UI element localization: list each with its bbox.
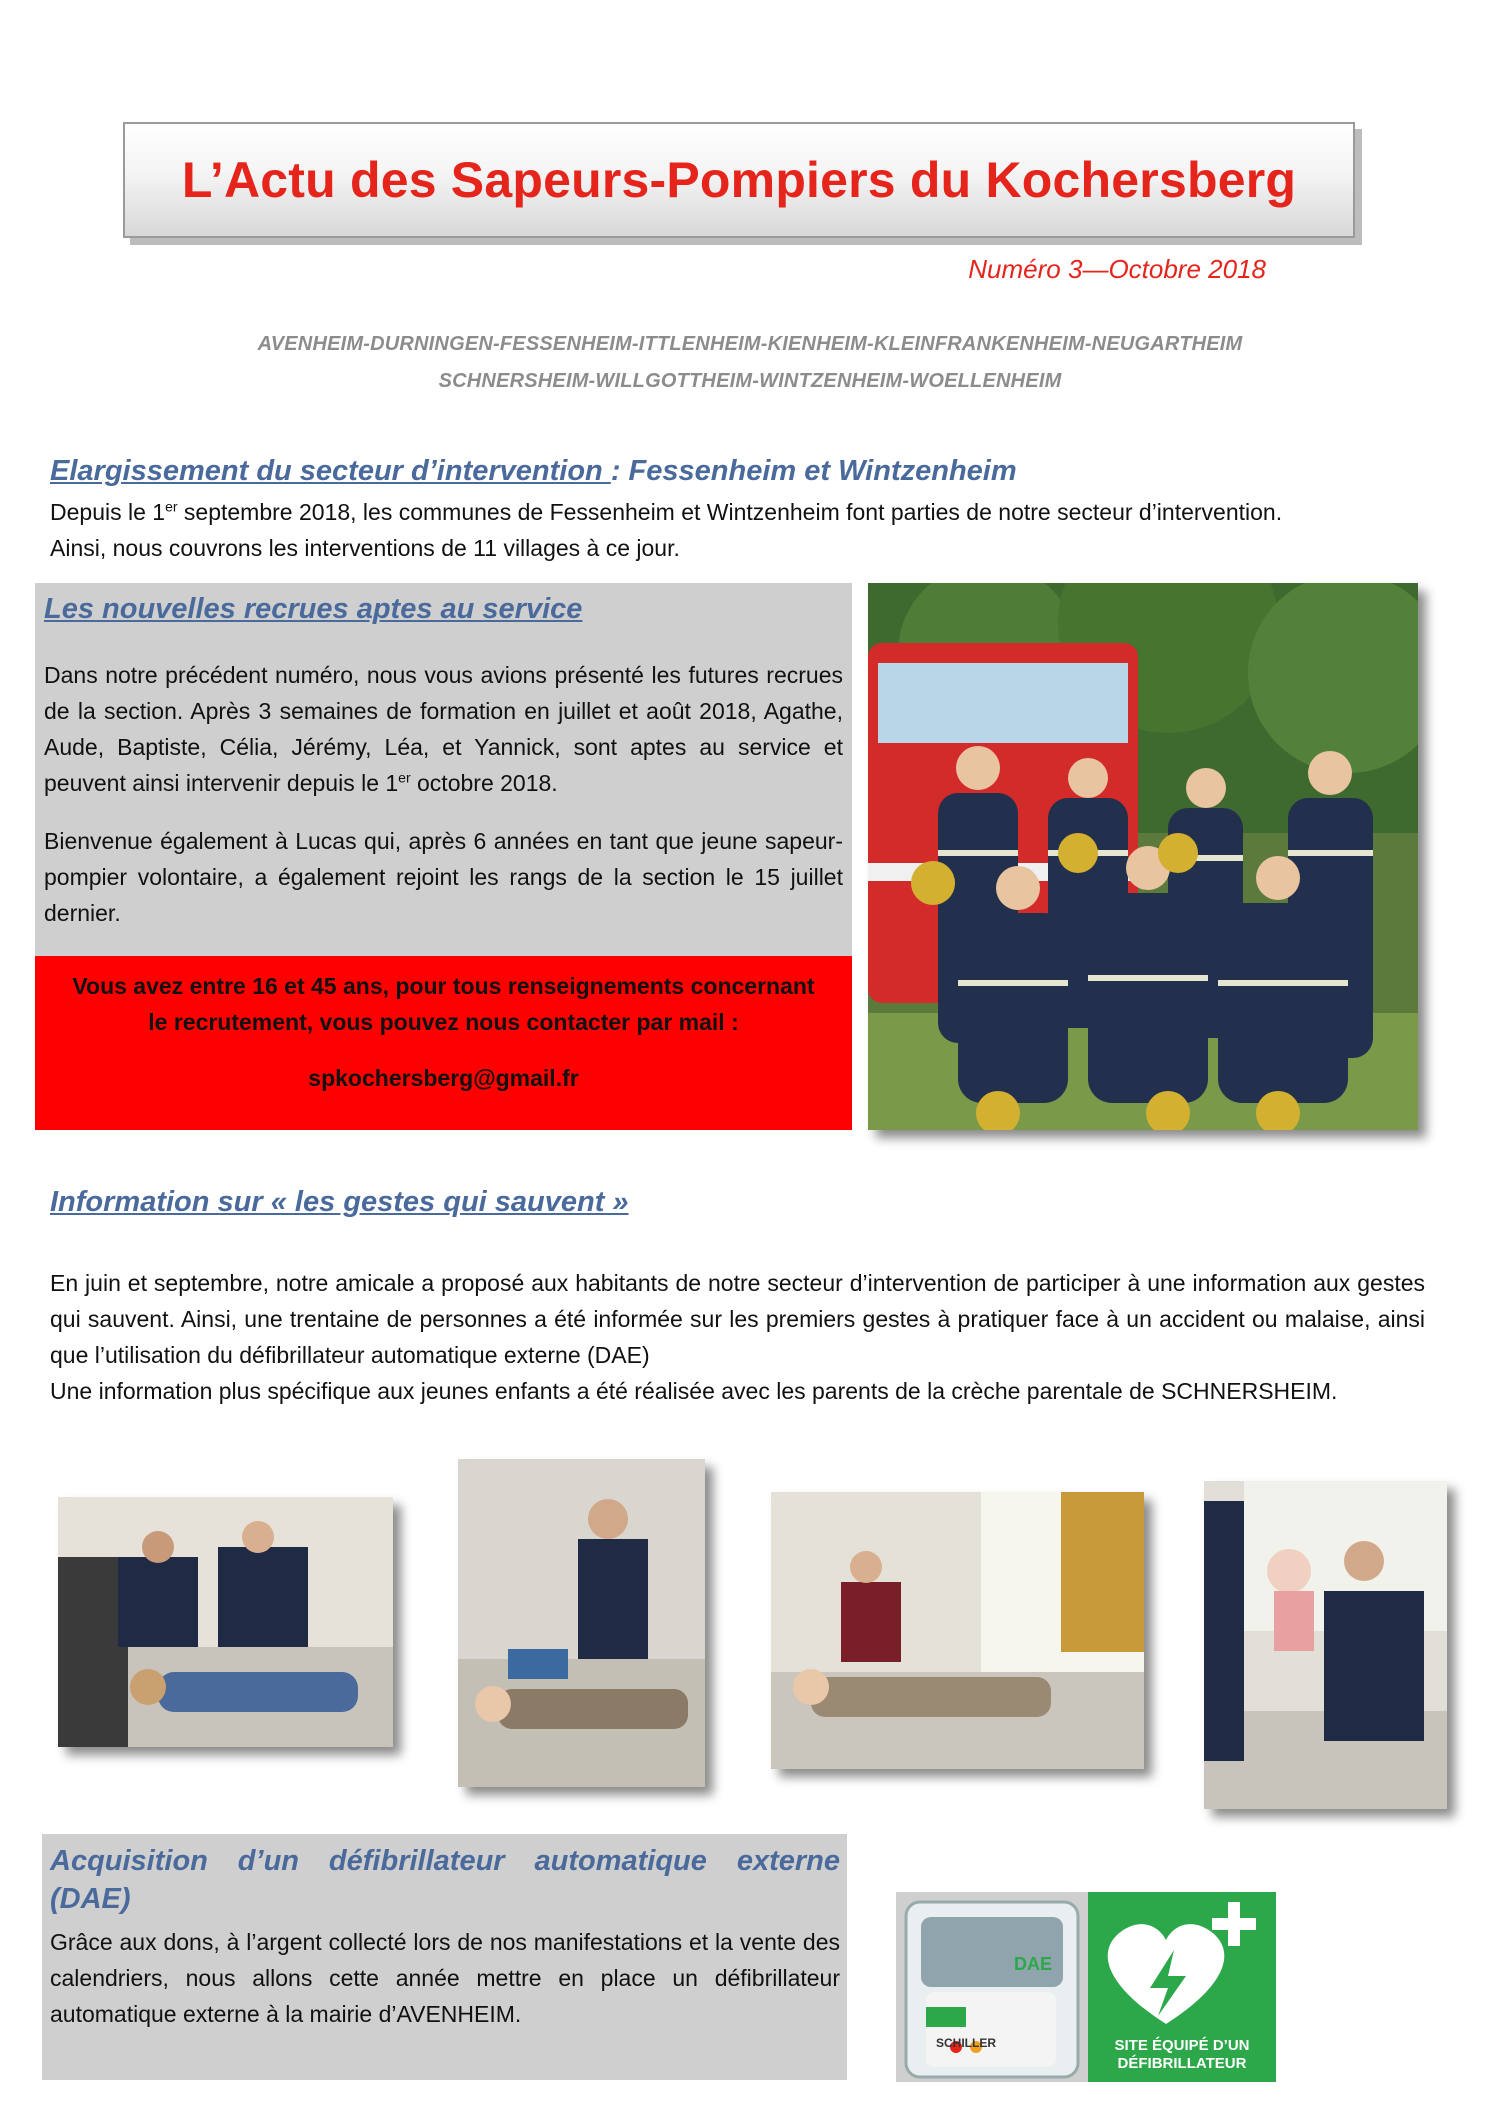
issue-number: Numéro 3—Octobre 2018 — [968, 254, 1266, 284]
sign-caption — [1088, 2037, 1276, 2073]
defibrillator-sign — [1088, 1892, 1276, 2082]
defibrillator-title: Acquisition d’un défibrillateur automatique externe (DAE) — [50, 1845, 840, 1915]
page-title: L’Actu des Sapeurs-Pompiers du Kochersberg — [181, 152, 1297, 208]
section-extension-line-2: Ainsi, nous couvrons les interventions de 11 villages à ce jour. — [50, 535, 680, 561]
life-saving-title-text: Information sur « les gestes qui sauvent » — [50, 1186, 629, 1218]
schiller-label: SCHILLER — [936, 2036, 996, 2050]
team-photo-illustration — [868, 583, 1418, 1130]
text-part: Depuis le 1 — [50, 499, 166, 525]
sign-caption-line-1: SITE ÉQUIPÉ D’UN — [1114, 2037, 1250, 2054]
defibrillator-cabinet-illustration — [896, 1892, 1088, 2082]
text-part: septembre 2018, les communes de Fessenheim et Wintzenheim font parties de notre secteur d’intervention. — [177, 499, 1283, 525]
section-extension-title-rest: : Fessenheim et Wintzenheim — [610, 455, 1017, 487]
sign-caption-line-2: DÉFIBRILLATEUR — [1117, 2055, 1247, 2072]
team-photo — [868, 583, 1418, 1130]
section-extension-title — [50, 455, 1017, 488]
recruitment-callout — [35, 956, 852, 1130]
training-photo-3 — [771, 1492, 1144, 1769]
callout-line-2: le recrutement, vous pouvez nous contacter par mail : — [148, 1009, 739, 1035]
recruits-title-text: Les nouvelles recrues aptes au service — [44, 593, 583, 625]
defibrillator-cabinet-photo — [896, 1892, 1088, 2082]
training-photo-3-illustration — [771, 1492, 1144, 1769]
life-saving-paragraph-2: Une information plus spécifique aux jeunes enfants a été réalisée avec les parents de la crèche parentale de SCHNERSHEIM. — [50, 1378, 1338, 1404]
text-part: Dans notre précédent numéro, nous vous avions présenté les futures recrues de la section. Après 3 semaines de formation en juillet et août 2018, Agathe, Aude, Baptiste, Célia, Jérémy, Léa, et Yannick, sont aptes au service et peuvent ainsi intervenir depuis le 1 — [44, 662, 843, 796]
section-extension-title-underlined: Elargissement du secteur d’intervention — [50, 455, 611, 487]
superscript: er — [398, 769, 411, 786]
superscript: er — [165, 498, 178, 515]
recruits-paragraph-1 — [44, 657, 843, 801]
life-saving-paragraph-1: En juin et septembre, notre amicale a proposé aux habitants de notre secteur d’intervention de participer à une information aux gestes qui sauvent. Ainsi, une trentaine de personnes a été informée sur les premiers gestes à pratiquer face à un accident ou malaise, ainsi que l’utilisation du défibrillateur automatique externe (DAE) — [50, 1270, 1425, 1368]
section-extension-text — [50, 494, 1450, 566]
training-photo-1-illustration — [58, 1497, 393, 1747]
villages-line-1: AVENHEIM-DURNINGEN-FESSENHEIM-ITTLENHEIM-KIENHEIM-KLEINFRANKENHEIM-NEUGARTHEIM — [257, 333, 1243, 355]
villages-line-2: SCHNERSHEIM-WILLGOTTHEIM-WINTZENHEIM-WOELLENHEIM — [438, 370, 1062, 392]
training-photo-1 — [58, 1497, 393, 1747]
recruits-paragraph-2: Bienvenue également à Lucas qui, après 6 années en tant que jeune sapeur-pompier volontaire, a également rejoint les rangs de la section le 15 juillet dernier. — [44, 828, 843, 926]
callout-line-1: Vous avez entre 16 et 45 ans, pour tous renseignements concernant — [72, 973, 815, 999]
defibrillator-panel — [42, 1834, 847, 2080]
defibrillator-text: Grâce aux dons, à l’argent collecté lors de nos manifestations et la vente des calendriers, nous allons cette année mettre en place un défibrillateur automatique externe à la mairie d’AVENHEIM. — [50, 1929, 840, 2027]
training-photo-2 — [458, 1459, 705, 1787]
life-saving-title — [50, 1186, 629, 1219]
section-extension-line-1 — [50, 494, 1450, 530]
training-photo-4 — [1204, 1481, 1447, 1809]
title-box — [123, 122, 1355, 238]
life-saving-text — [50, 1265, 1425, 1409]
dae-label: DAE — [1014, 1954, 1053, 1974]
training-photo-4-illustration — [1204, 1481, 1447, 1809]
text-part: octobre 2018. — [410, 770, 558, 796]
training-photo-2-illustration — [458, 1459, 705, 1787]
recruits-title — [44, 593, 582, 626]
contact-email[interactable]: spkochersberg@gmail.fr — [308, 1065, 579, 1091]
